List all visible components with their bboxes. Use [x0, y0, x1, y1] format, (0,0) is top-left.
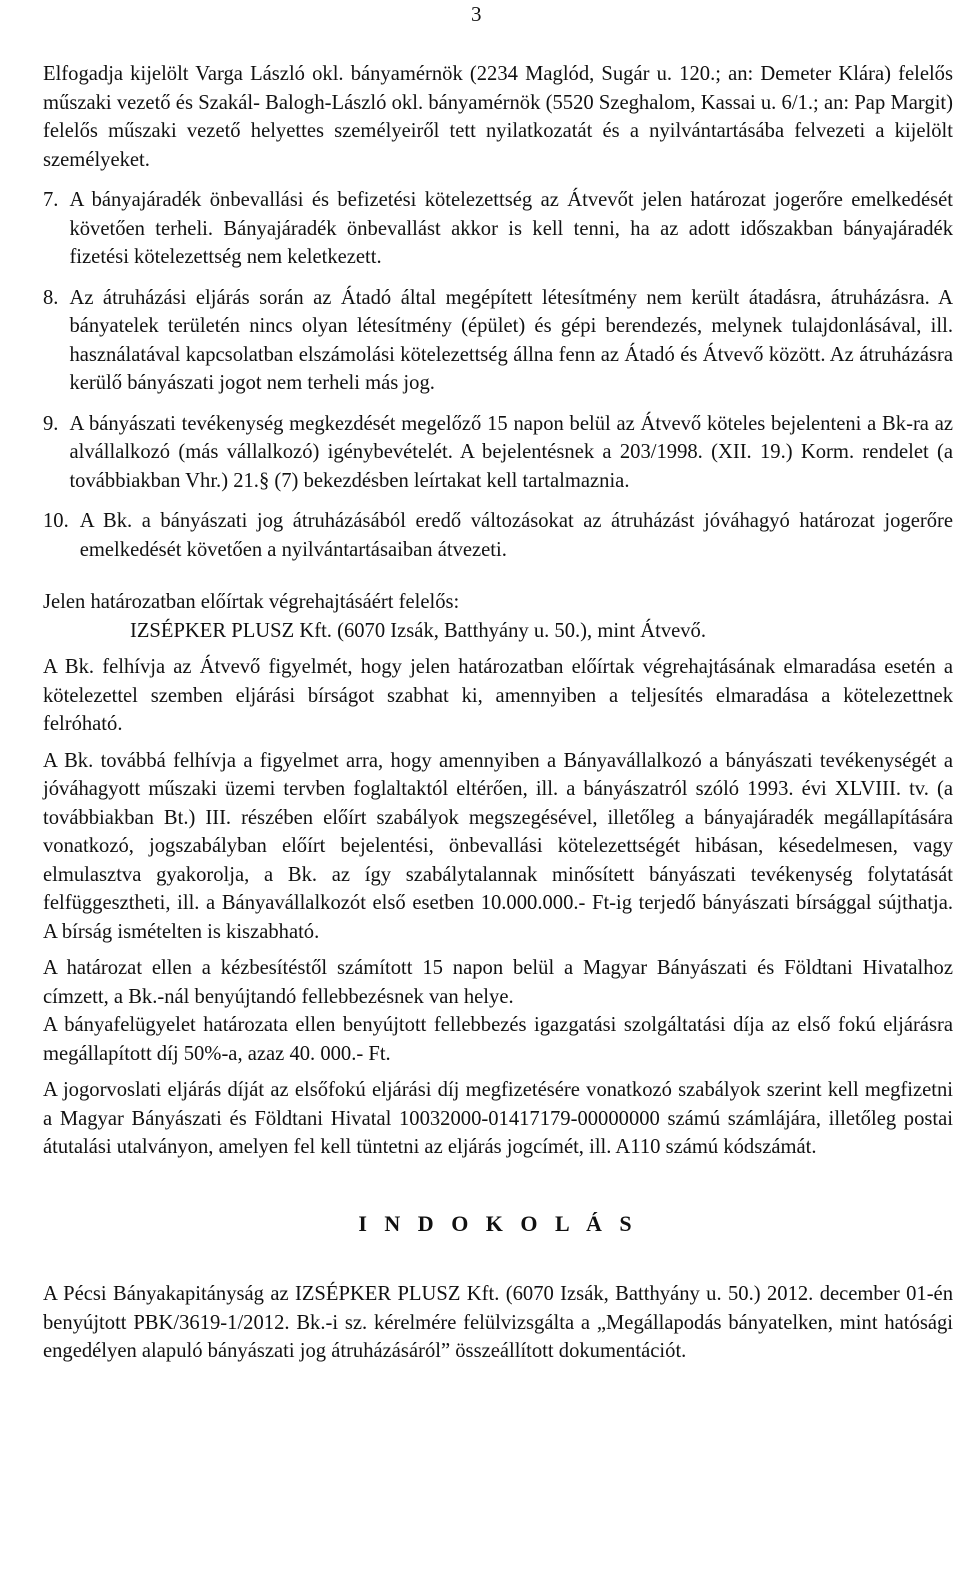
warning-paragraph-1: A Bk. felhívja az Átvevő figyelmét, hogy jelen határozatban előírtak végrehajtásának elmaradása esetén a kötelezettel szemben eljárási bírságot szabhat ki, amennyiben a teljesítés elmaradása a kötelezettnek felróható. [43, 656, 953, 735]
item-9 [43, 410, 953, 496]
item-7-text: A bányajáradék önbevallási és befizetési kötelezettség az Átvevőt jelen határozat jogerőre emelkedését követően terheli. Bányajáradék önbevallást akkor is kell tenni, ha az adott időszakban bányajáradék fizetési kötelezettség nem keletkezett. [69, 189, 953, 268]
item-8-number: 8. [43, 286, 59, 309]
item-10-text: A Bk. a bányászati jog átruházásából eredő változásokat az átruházást jóváhagyó határozat jogerőre emelkedését követően a nyilvántartásaiban átvezeti. [79, 510, 953, 561]
warning-paragraph-2: A Bk. továbbá felhívja a figyelmet arra, hogy amennyiben a Bányavállalkozó a bányászati tevékenységét a jóváhagyott műszaki üzemi tervben foglaltaktól eltérően, ill. a bányászatról szóló 1993. évi XLVIII. tv. (a továbbiakban Bt.) III. részében előírt szabályok megszegésével, illetőleg a bányajáradék megállapítására vonatkozó, jogszabályban előírt bejelentési, önbevallási kötelezettségét hibásan, késedelmesen, vagy elmulasztva gyakorolja, a Bk. az így szabálytalannak minősített bányászati tevékenység folytatását felfüggesztheti, ill. a Bányavállalkozót első esetben 10.000.000.- Ft-ig terjedő bányászati bírsággal sújthatja. A bírság ismételten is kiszabható. [43, 749, 953, 943]
item-9-text: A bányászati tevékenység megkezdését megelőző 15 napon belül az Átvevő köteles bejelenteni a Bk-ra az alvállalkozó (más vállalkozó) igénybevételét. A bejelentésnek a 203/1998. (XII. 19.) Korm. rendelet (a továbbiakban Vhr.) 21.§ (7) bekezdésben leírtakat kell tartalmaznia. [69, 412, 953, 492]
item-10-number: 10. [43, 510, 69, 532]
item-8 [43, 284, 953, 398]
appeal-fee-paragraph: A bányafelügyelet határozata ellen benyújtott fellebbezés igazgatási szolgáltatási díja az első fokú eljárásra megállapított díj 50%-a, azaz 40. 000.- Ft. [43, 1014, 953, 1065]
item-9-number: 9. [43, 412, 59, 435]
item-8-text: Az átruházási eljárás során az Átadó által megépített létesítmény nem került átadásra, átruházásra. A bányatelek területén nincs olyan létesítmény (épület) és gépi berendezés, melynek tulajdonlásával, ill. használatával kapcsolatban elszámolási kötelezettség állna fenn az Átadó és Átvevő között. Az átruházásra kerülő bányászati jogot nem terheli más jog. [69, 286, 953, 394]
item-7-number: 7. [43, 189, 59, 211]
responsible-party: IZSÉPKER PLUSZ Kft. (6070 Izsák, Batthyány u. 50.), mint Átvevő. [130, 619, 707, 642]
reasoning-paragraph: A Pécsi Bányakapitányság az IZSÉPKER PLUSZ Kft. (6070 Izsák, Batthyány u. 50.) 2012. december 01-én benyújtott PBK/3619-1/2012. Bk.-i sz. kérelmére felülvizsgálta a „Megállapodás bányatelken, mint hatósági engedélyen alapuló bányászati jog átruházásáról” összeállított dokumentációt. [43, 1283, 953, 1362]
acceptance-paragraph: Elfogadja kijelölt Varga László okl. bányamérnök (2234 Maglód, Sugár u. 120.; an: Demeter Klára) felelős műszaki vezető és Szakál- Balogh-László okl. bányamérnök (5520 Szeghalom, Kassai u. 6/1.; an: Pap Margit) felelős műszaki vezető helyettes személyeiről tett nyilatkozatát és a nyilvántartásába felvezeti a kijelölt személyeket. [43, 63, 953, 171]
payment-paragraph: A jogorvoslati eljárás díját az elsőfokú eljárási díj megfizetésére vonatkozó szabályok szerint kell megfizetni a Magyar Bányászati és Földtani Hivatal 10032000-01417179-00000000 számú számlájára, illetőleg postai átutalási utalványon, amelyen fel kell tüntetni az eljárás jogcímét, ill. A110 számú kódszámát. [43, 1079, 953, 1158]
responsible-label: Jelen határozatban előírtak végrehajtásáért felelős: [43, 591, 460, 613]
appeal-paragraph: A határozat ellen a kézbesítéstől számított 15 napon belül a Magyar Bányászati és Földtani Hivatalhoz címzett, a Bk.-nál benyújtandó fellebbezésnek van helye. [43, 957, 953, 1008]
item-10 [43, 507, 953, 564]
item-7 [43, 186, 953, 272]
page-number: 3 [471, 2, 482, 26]
document-body [43, 60, 953, 1366]
section-heading: I N D O K O L Á S [358, 1210, 638, 1236]
